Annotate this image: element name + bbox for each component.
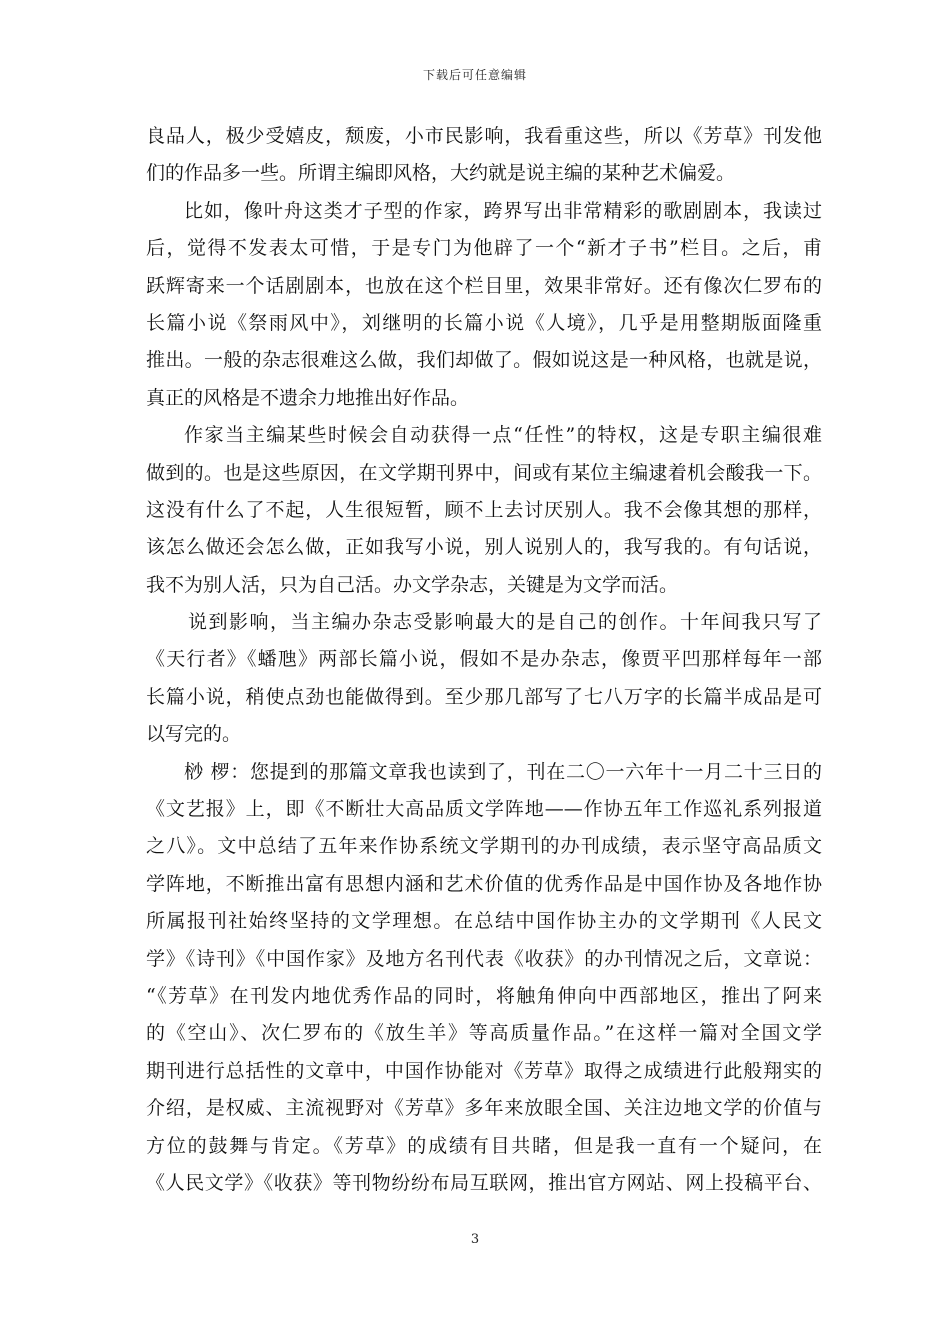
text-line: 《天行者》《蟠虺》两部长篇小说，假如不是办杂志，像贾平凹那样每年一部 [146, 648, 822, 671]
text-line: 桫 椤：您提到的那篇文章我也读到了，刊在二〇一六年十一月二十三日的 [184, 760, 822, 783]
text-line: 介绍，是权威、主流视野对《芳草》多年来放眼全国、关注边地文学的价值与 [146, 1097, 822, 1120]
text-line: 长篇小说《祭雨风中》，刘继明的长篇小说《人境》，几乎是用整期版面隆重 [146, 311, 822, 334]
text-line: 后，觉得不发表太可惜，于是专门为他辟了一个“新才子书”栏目。之后，甫 [146, 237, 822, 260]
text-line: 学阵地，不断推出富有思想内涵和艺术价值的优秀作品是中国作协及各地作协 [146, 872, 822, 895]
text-line: 《人民文学》《收获》等刊物纷纷布局互联网，推出官方网站、网上投稿平台、 [146, 1171, 822, 1194]
text-line: 方位的鼓舞与肯定。《芳草》的成绩有目共睹，但是我一直有一个疑问，在 [146, 1134, 822, 1157]
text-line: 们的作品多一些。所谓主编即风格，大约就是说主编的某种艺术偏爱。 [146, 162, 736, 185]
text-line: 这没有什么了不起，人生很短暂，顾不上去讨厌别人。我不会像其想的那样， [146, 498, 822, 521]
text-line: “《芳草》在刊发内地优秀作品的同时，将触角伸向中西部地区，推出了阿来 [146, 984, 822, 1007]
text-line: 做到的。也是这些原因，在文学期刊界中，间或有某位主编逮着机会酸我一下。 [146, 461, 822, 484]
text-line: 以写完的。 [146, 723, 242, 746]
text-line: 跃辉寄来一个话剧剧本，也放在这个栏目里，效果非常好。还有像次仁罗布的 [146, 274, 822, 297]
text-line: 《文艺报》上，即《不断壮大高品质文学阵地——作协五年工作巡礼系列报道 [146, 798, 822, 821]
body-text [146, 118, 822, 1202]
text-line: 之八》。文中总结了五年来作协系统文学期刊的办刊成绩，表示坚守高品质文 [146, 835, 822, 858]
text-line: 该怎么做还会怎么做，正如我写小说，别人说别人的，我写我的。有句话说， [146, 536, 822, 559]
text-line: 期刊进行总括性的文章中，中国作协能对《芳草》取得之成绩进行此般翔实的 [146, 1059, 822, 1082]
page-header: 下载后可任意编辑 [422, 68, 527, 82]
text-line: 我不为别人活，只为自己活。办文学杂志，关键是为文学而活。 [146, 573, 679, 596]
text-line: 比如，像叶舟这类才子型的作家，跨界写出非常精彩的歌剧剧本，我读过 [184, 199, 822, 222]
text-line: 长篇小说，稍使点劲也能做得到。至少那几部写了七八万字的长篇半成品是可 [146, 685, 822, 708]
text-line: 推出。一般的杂志很难这么做，我们却做了。假如说这是一种风格，也就是说， [146, 349, 822, 372]
text-line: 学》《诗刊》《中国作家》及地方名刊代表《收获》的办刊情况之后，文章说： [146, 947, 822, 970]
text-line: 良品人，极少受嬉皮，颓废，小市民影响，我看重这些，所以《芳草》刊发他 [146, 125, 822, 147]
text-line: 作家当主编某些时候会自动获得一点“任性”的特权，这是专职主编很难 [184, 424, 822, 447]
text-line: 的《空山》、次仁罗布的《放生羊》等高质量作品。”在这样一篇对全国文学 [146, 1022, 822, 1045]
text-line: 所属报刊社始终坚持的文学理想。在总结中国作协主办的文学期刊《人民文 [146, 910, 822, 933]
text-line: 说到影响，当主编办杂志受影响最大的是自己的创作。十年间我只写了 [188, 611, 822, 634]
page-number: 3 [470, 1232, 480, 1247]
text-line: 真正的风格是不遗余力地推出好作品。 [146, 386, 470, 409]
